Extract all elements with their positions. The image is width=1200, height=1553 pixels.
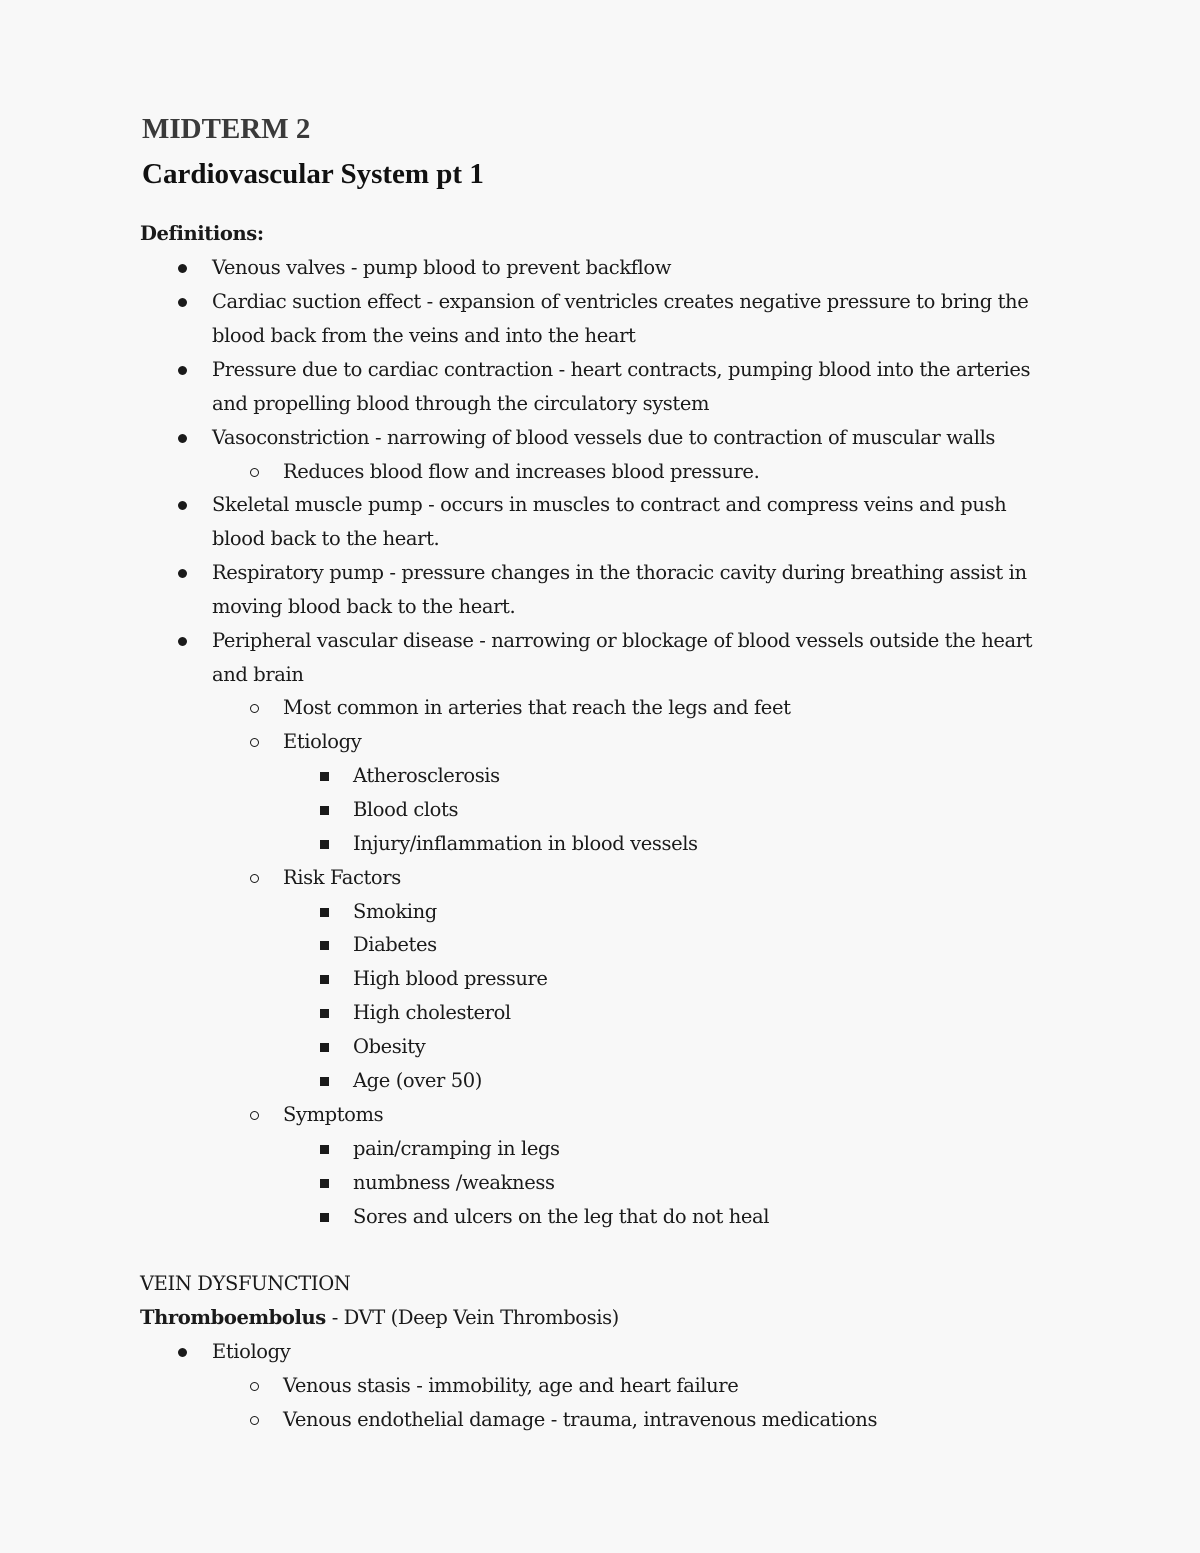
- list-item: numbness /weakness: [353, 1171, 555, 1194]
- list-item: Reduces blood flow and increases blood pressure.: [283, 460, 760, 483]
- disc-bullet: [178, 501, 187, 510]
- list-item: Vasoconstriction - narrowing of blood vessels due to contraction of muscular walls: [212, 426, 996, 449]
- list-item: Respiratory pump - pressure changes in the thoracic cavity during breathing assist in: [212, 561, 1027, 584]
- square-bullet: [320, 772, 329, 781]
- square-bullet: [320, 1179, 329, 1188]
- circle-bullet: [250, 1416, 259, 1425]
- list-item: Blood clots: [353, 798, 459, 821]
- square-bullet: [320, 941, 329, 950]
- square-bullet: [320, 1009, 329, 1018]
- list-item: Age (over 50): [353, 1069, 482, 1092]
- list-item-continuation: blood back from the veins and into the heart: [212, 324, 636, 347]
- list-item-continuation: moving blood back to the heart.: [212, 595, 516, 618]
- list-item: Atherosclerosis: [353, 764, 500, 787]
- list-item: High cholesterol: [353, 1001, 511, 1024]
- disc-bullet: [178, 298, 187, 307]
- square-bullet: [320, 1145, 329, 1154]
- list-item: Sores and ulcers on the leg that do not heal: [353, 1205, 770, 1228]
- list-item: Venous endothelial damage - trauma, intravenous medications: [283, 1408, 878, 1431]
- square-bullet: [320, 975, 329, 984]
- list-item-continuation: and propelling blood through the circulatory system: [212, 392, 710, 415]
- list-item: Etiology: [283, 730, 362, 753]
- square-bullet: [320, 1043, 329, 1052]
- list-item: Smoking: [353, 900, 437, 923]
- section-heading: VEIN DYSFUNCTION: [140, 1272, 351, 1295]
- square-bullet: [320, 908, 329, 917]
- list-item: Peripheral vascular disease - narrowing or blockage of blood vessels outside the heart: [212, 629, 1033, 652]
- list-item-continuation: blood back to the heart.: [212, 527, 440, 550]
- disc-bullet: [178, 569, 187, 578]
- circle-bullet: [250, 874, 259, 883]
- circle-bullet: [250, 1382, 259, 1391]
- list-item: Diabetes: [353, 933, 437, 956]
- definitions-heading: Definitions:: [140, 222, 264, 245]
- term-description: - DVT (Deep Vein Thrombosis): [325, 1306, 619, 1329]
- list-item: High blood pressure: [353, 967, 548, 990]
- square-bullet: [320, 1213, 329, 1222]
- list-item: Obesity: [353, 1035, 426, 1058]
- list-item: Venous stasis - immobility, age and heart failure: [283, 1374, 739, 1397]
- list-item: Venous valves - pump blood to prevent backflow: [212, 256, 672, 279]
- list-item-continuation: and brain: [212, 663, 304, 686]
- disc-bullet: [178, 434, 187, 443]
- term-line: [140, 1306, 619, 1330]
- list-item: Cardiac suction effect - expansion of ventricles creates negative pressure to bring the: [212, 290, 1029, 313]
- disc-bullet: [178, 366, 187, 375]
- list-item: Risk Factors: [283, 866, 401, 889]
- square-bullet: [320, 840, 329, 849]
- circle-bullet: [250, 704, 259, 713]
- list-item: Injury/inflammation in blood vessels: [353, 832, 698, 855]
- page-title: MIDTERM 2: [142, 113, 311, 145]
- list-item: Symptoms: [283, 1103, 384, 1126]
- list-item: Etiology: [212, 1340, 291, 1363]
- list-item: Pressure due to cardiac contraction - heart contracts, pumping blood into the arteries: [212, 358, 1031, 381]
- disc-bullet: [178, 637, 187, 646]
- list-item: pain/cramping in legs: [353, 1137, 560, 1160]
- circle-bullet: [250, 738, 259, 747]
- list-item: Most common in arteries that reach the legs and feet: [283, 696, 791, 719]
- page-subtitle: Cardiovascular System pt 1: [142, 158, 484, 190]
- square-bullet: [320, 1077, 329, 1086]
- disc-bullet: [178, 264, 187, 273]
- circle-bullet: [250, 468, 259, 477]
- list-item: Skeletal muscle pump - occurs in muscles to contract and compress veins and push: [212, 493, 1007, 516]
- circle-bullet: [250, 1111, 259, 1120]
- square-bullet: [320, 806, 329, 815]
- term-name: Thromboembolus: [140, 1306, 326, 1329]
- disc-bullet: [178, 1348, 187, 1357]
